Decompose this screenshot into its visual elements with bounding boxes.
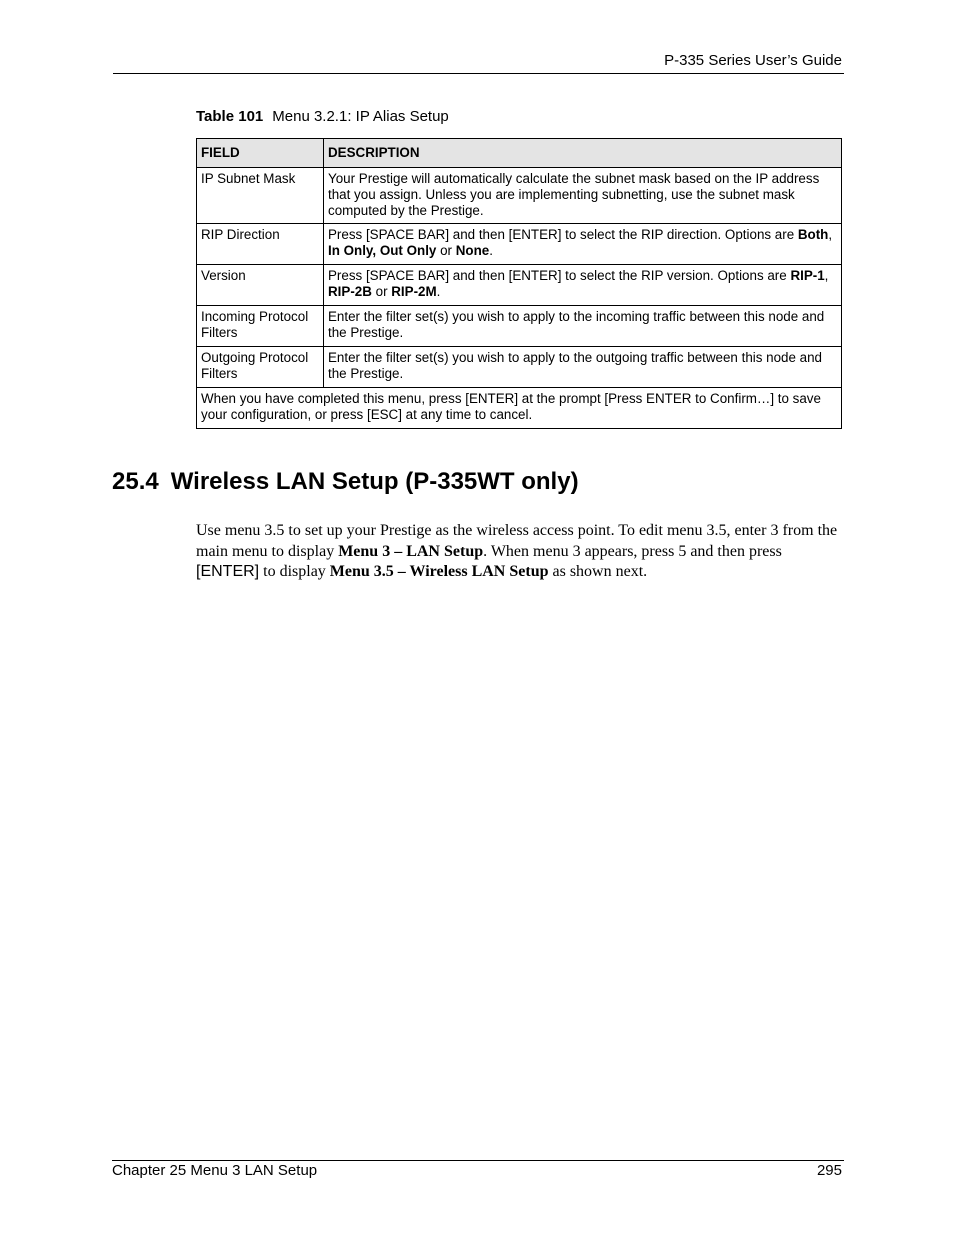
field-cell: IP Subnet Mask [197,168,324,224]
key-name: [ENTER] [196,563,260,580]
option-value: RIP-1 [790,268,825,283]
menu-name: Menu 3.5 – Wireless LAN Setup [329,563,549,580]
section-title: Wireless LAN Setup (P-335WT only) [170,468,579,495]
paragraph-text: . When menu 3 appears, press 5 and then press [483,542,782,560]
footer-chapter: Chapter 25 Menu 3 LAN Setup [112,1162,318,1179]
option-value: In Only, Out Only [328,243,437,258]
section-number: 25.4 [112,468,159,495]
footer-page-number: 295 [816,1162,842,1179]
column-header-description: DESCRIPTION [324,139,842,168]
field-cell: Version [197,265,324,306]
table-row [197,347,842,388]
table-row [197,168,842,224]
separator: , [828,227,833,242]
table-caption-number: Table 101 [196,108,264,125]
description-cell: Enter the filter set(s) you wish to apply to the outgoing traffic between this node and the Prestige. [324,347,842,388]
table-footer-row [197,388,842,429]
table-header-row [197,139,842,168]
menu-name: Menu 3 – LAN Setup [338,542,484,560]
description-cell: Your Prestige will automatically calculate the subnet mask based on the IP address that you assign. Unless you are implementing subnetting, use the subnet mask computed by the Prestige. [324,168,842,224]
section-heading [112,468,579,496]
table-footer-note: When you have completed this menu, press [ENTER] at the prompt [Press ENTER to Confirm…] to save your configuration, or press [ESC] at any time to cancel. [197,388,842,429]
paragraph-text: to display [259,563,330,580]
ip-alias-setup-table [196,138,842,429]
running-header-title: P-335 Series User’s Guide [664,52,842,69]
field-cell: Incoming Protocol Filters [197,306,324,347]
separator: or [436,243,456,258]
table-row [197,224,842,265]
description-text: Press [SPACE BAR] and then [ENTER] to select the RIP direction. Options are [328,227,798,242]
option-value: Both [797,227,829,242]
separator: , [824,268,829,283]
option-value: RIP-2B [328,284,372,299]
field-cell: Outgoing Protocol Filters [197,347,324,388]
body-paragraph [196,521,846,583]
description-cell: Enter the filter set(s) you wish to apply to the incoming traffic between this node and the Prestige. [324,306,842,347]
footer-rule [112,1160,844,1161]
separator: . [436,284,441,299]
table-row [197,306,842,347]
column-header-field: FIELD [197,139,324,168]
description-cell [324,224,842,265]
header-rule [113,73,844,74]
separator: or [371,284,392,299]
paragraph-text: Use menu 3.5 to set up your Prestige as the wireless access point. To edit menu 3.5, enter 3 from the main menu to display [196,522,838,560]
table-caption-title: Menu 3.2.1: IP Alias Setup [272,108,449,125]
description-cell [324,265,842,306]
paragraph-text: as shown next. [548,563,648,580]
option-value: RIP-2M [391,284,437,299]
table-row [197,265,842,306]
field-cell: RIP Direction [197,224,324,265]
option-value: None [455,243,490,258]
separator: . [489,243,493,258]
description-text: Press [SPACE BAR] and then [ENTER] to select the RIP version. Options are [328,268,791,283]
table-caption [196,108,449,125]
